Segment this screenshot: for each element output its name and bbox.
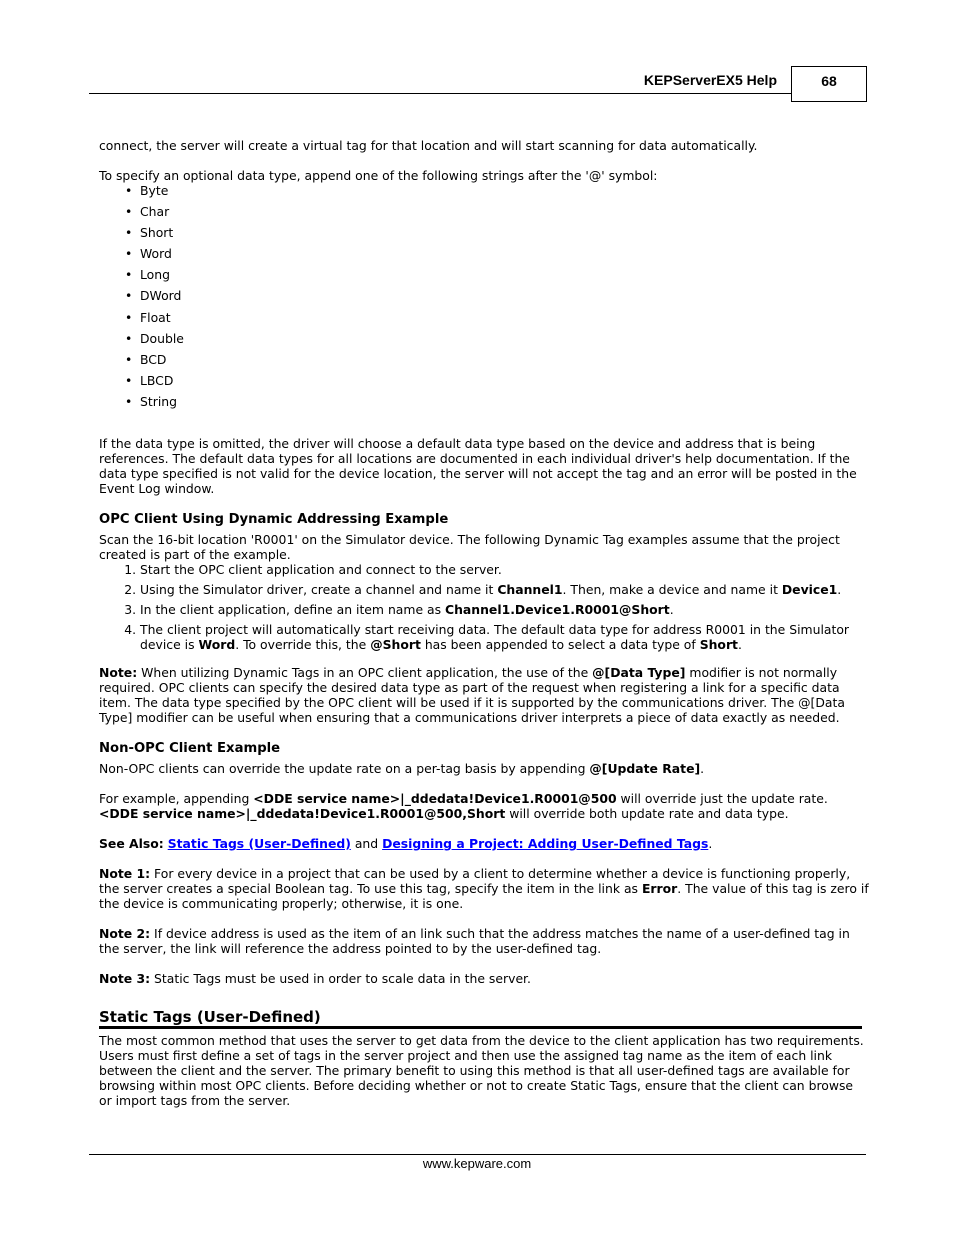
channel-name: Channel1 [497, 582, 563, 598]
note2-text: If device address is used as the item of an link such that the address matches the name of a user-defined tag in the server, the link will reference the address pointed to by the user-defined tag. [99, 926, 850, 957]
example-text: will override both update rate and data type. [505, 806, 789, 822]
note-text: When utilizing Dynamic Tags in an OPC client application, the use of the [137, 665, 593, 681]
note2-paragraph [99, 926, 869, 956]
note-paragraph [99, 665, 869, 725]
list-item [140, 602, 869, 617]
step-text: Using the Simulator driver, create a channel and name it [140, 582, 498, 598]
note1-text: For every device in a project that can be used by a client to determine whether a device is functioning properly, the server creates a special Boolean tag. To use this tag, specify the item in the link as [99, 866, 851, 897]
note3-label: Note 3: [99, 971, 151, 987]
note3-paragraph [99, 971, 869, 986]
opc-example-intro: Scan the 16-bit location 'R0001' on the Simulator device. The following Dynamic Tag examples assume that the project created is part of the example. [99, 532, 840, 563]
footer-rule [89, 1154, 866, 1155]
footer-url: www.kepware.com [422, 1156, 532, 1171]
see-also-text: and [350, 836, 383, 852]
non-opc-text: Non-OPC clients can override the update rate on a per-tag basis by appending [99, 761, 590, 777]
override-modifier: @Short [370, 637, 421, 653]
datatype-intro: To specify an optional data type, append one of the following strings after the '@' symbol: [99, 168, 658, 183]
omitted-paragraph: If the data type is omitted, the driver will choose a default data type based on the device and address that is being references. The default data types for all locations are documented in each individual driver's help documentation. If the data type specified is not valid for the device location, the server will not accept the tag and an error will be posted in the Event Log window. [99, 436, 857, 497]
header-rule [89, 93, 791, 94]
list-item: • DWord [140, 288, 869, 309]
list-item [140, 562, 869, 577]
list-item: • Short [140, 225, 869, 246]
list-item: • Char [140, 204, 869, 225]
list-item: • BCD [140, 352, 869, 373]
step-text: . [837, 582, 842, 598]
step-text: has been appended to select a data type of [420, 637, 700, 653]
see-also [99, 836, 869, 851]
step-text: Start the OPC client application and connect to the server. [140, 562, 502, 578]
data-type-modifier: @[Data Type] [592, 665, 686, 681]
note2-label: Note 2: [99, 926, 151, 942]
link-static-tags[interactable]: Static Tags (User-Defined) [167, 836, 351, 852]
opc-example-heading: OPC Client Using Dynamic Addressing Example [99, 512, 449, 528]
list-item [140, 582, 869, 597]
non-opc-heading: Non-OPC Client Example [99, 741, 281, 757]
note3-text: Static Tags must be used in order to scale data in the server. [150, 971, 531, 987]
intro-paragraph: connect, the server will create a virtual tag for that location and will start scanning for data automatically. [99, 138, 758, 153]
selected-type: Short [699, 637, 738, 653]
example-paragraph [99, 791, 869, 821]
step-text: . [669, 602, 674, 618]
step-text: . To override this, the [235, 637, 371, 653]
page-number: 68 [791, 66, 867, 102]
non-opc-paragraph [99, 761, 869, 776]
update-rate-modifier: @[Update Rate] [589, 761, 701, 777]
list-item: • Byte [140, 183, 869, 204]
note-label: Note: [99, 665, 138, 681]
header-title: KEPServerEX5 Help [643, 72, 777, 88]
list-item: • Word [140, 246, 869, 267]
note1-label: Note 1: [99, 866, 151, 882]
note1-paragraph [99, 866, 869, 911]
list-item: • LBCD [140, 373, 869, 394]
step-text: In the client application, define an item name as [140, 602, 446, 618]
item-name: Channel1.Device1.R0001@Short [445, 602, 670, 618]
step-text: The client project will automatically start receiving data. The default data type for address R0001 in the Simulator device is [140, 622, 850, 653]
see-also-text: . [708, 836, 713, 852]
list-item: • Long [140, 267, 869, 288]
note1-text: . The value of this tag is zero if the device is communicating properly; otherwise, it is one. [99, 881, 869, 912]
step-text: . [737, 637, 742, 653]
default-type: Word [198, 637, 236, 653]
device-name: Device1 [781, 582, 838, 598]
dde-example-1: <DDE service name>|_ddedata!Device1.R0001@500 [253, 791, 617, 807]
example-text: will override just the update rate. [616, 791, 828, 807]
non-opc-text: . [700, 761, 705, 777]
data-type-list [99, 183, 869, 415]
link-designing-project[interactable]: Designing a Project: Adding User-Defined Tags [382, 836, 709, 852]
list-item [140, 622, 869, 652]
example-text: For example, appending [99, 791, 254, 807]
static-tags-heading: Static Tags (User-Defined) [99, 1004, 862, 1029]
note-text: modifier is not normally required. OPC clients can specify the desired data type as part of the request when registering a link for a specific data item. The data type specified by the OPC client will be used if it is supported by the communications driver. The @[Data Type] modifier can be useful when ensuring that a communications driver interprets a piece of data exactly as needed. [99, 665, 845, 726]
step-text: . Then, make a device and name it [562, 582, 782, 598]
page-content [99, 138, 869, 1108]
see-also-label: See Also: [99, 836, 164, 852]
list-item: • String [140, 394, 869, 415]
error-item: Error [641, 881, 678, 897]
opc-steps-list [99, 562, 869, 652]
list-item: • Double [140, 331, 869, 352]
static-tags-paragraph: The most common method that uses the server to get data from the device to the client application has two requirements. Users must first define a set of tags in the server project and then use the assigned tag name as the item of each link between the client and the server. The primary benefit to using this method is that all user-defined tags are available for browsing within most OPC clients. Before deciding whether or not to create Static Tags, ensure that the client can browse or import tags from the server. [99, 1033, 864, 1109]
list-item: • Float [140, 310, 869, 331]
dde-example-2: <DDE service name>|_ddedata!Device1.R0001@500,Short [99, 806, 506, 822]
